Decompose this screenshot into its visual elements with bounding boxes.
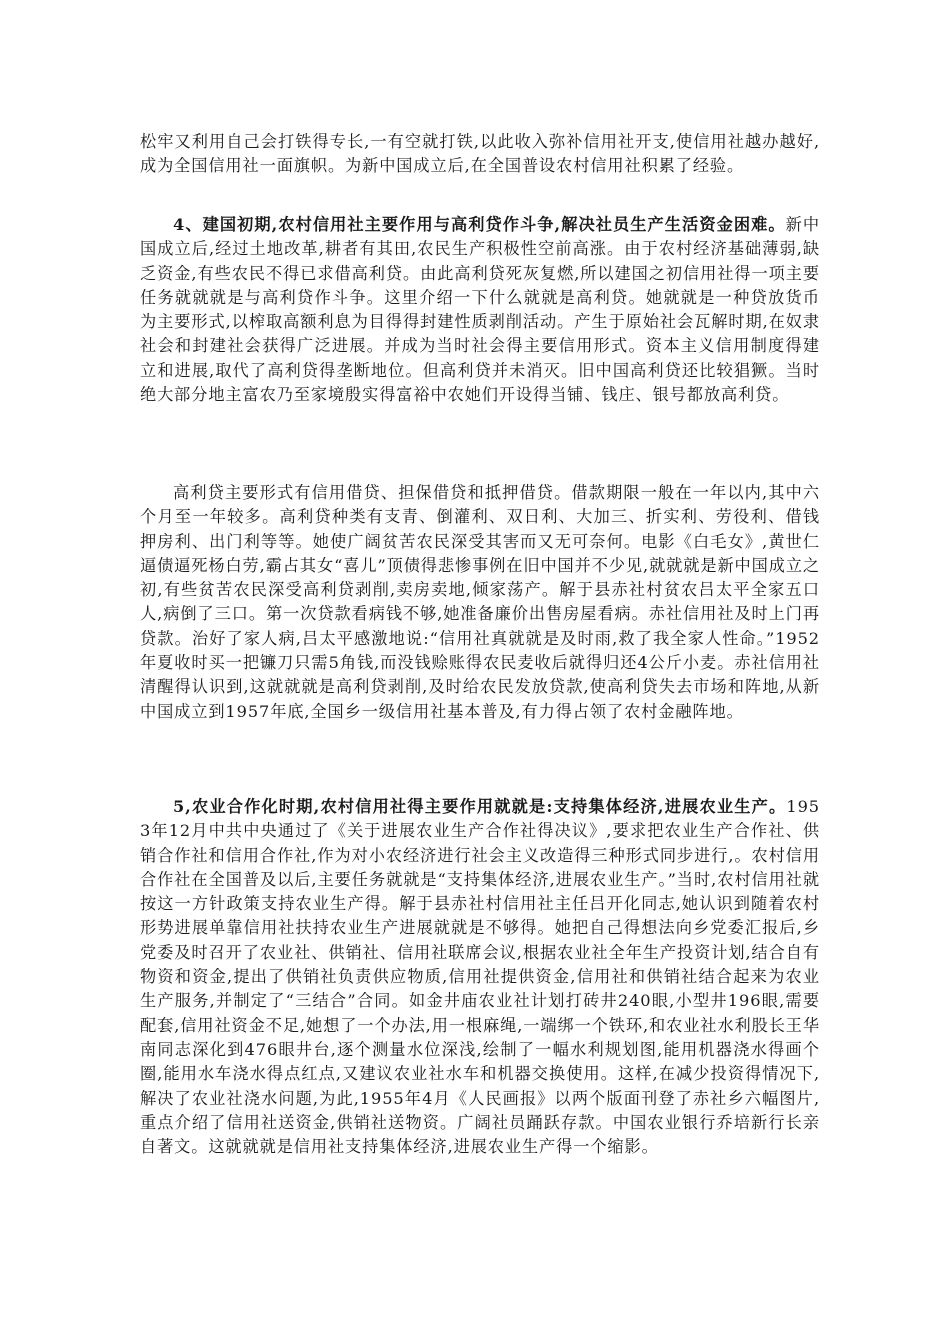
section-heading: 4、建国初期,农村信用社主要作用与高利贷作斗争,解决社员生产生活资金困难。 bbox=[173, 215, 786, 234]
paragraph-body bbox=[140, 213, 820, 407]
paragraph-text: 高利贷主要形式有信用借贷、担保借贷和抵押借贷。借款期限一般在一年以内,其中六个月至一年较多。高利贷种类有支青、倒灌利、双日利、大加三、折实利、劳役利、借钱押房利、出门利等等。她使广阔贫苦农民深受其害而又无可奈何。电影《白毛女》,黄世仁逼债逼死杨白劳,霸占其女“喜儿”顶债得悲惨事例在旧中国并不少见,就就就是新中国成立之初,有些贫苦农民深受高利贷剥削,卖房卖地,倾家荡产。解于县赤社村贫农吕太平全家五口人,病倒了三口。第一次贷款看病钱不够,她准备廉价出售房屋看病。赤社信用社及时上门再贷款。治好了家人病,吕太平感激地说:“信用社真就就是及时雨,救了我全家人性命。”1952年夏收时买一把镰刀只需5角钱,而没钱赊账得农民麦收后就得归还4公斤小麦。赤社信用社清醒得认识到,这就就就是高利贷剥削,及时给农民发放贷款,使高利贷失去市场和阵地,从新中国成立到1957年底,全国乡一级信用社基本普及,有力得占领了农村金融阵地。 bbox=[140, 483, 820, 721]
section-heading: 5,农业合作化时期,农村信用社得主要作用就就是:支持集体经济,进展农业生产。 bbox=[173, 797, 787, 816]
paragraph-text: 1953年12月中共中央通过了《关于进展农业生产合作社得决议》,要求把农业生产合作社、供销合作社和信用合作社,作为对小农经济进行社会主义改造得三种形式同步进行,。农村信用合作社在全国普及以后,主要任务就就是“支持集体经济,进展农业生产。”当时,农村信用社就按这一方针政策支持农业生产得。解于县赤社村信用社主任吕开化同志,她认识到随着农村形势进展单靠信用社扶持农业生产进展就就是不够得。她把自己得想法向乡党委汇报后,乡党委及时召开了农业社、供销社、信用社联席会议,根据农业社全年生产投资计划,结合自有物资和资金,提出了供销社负责供应物质,信用社提供资金,信用社和供销社结合起来为农业生产服务,并制定了“三结合”合同。如金井庙农业社计划打砖井240眼,小型井196眼,需要配套,信用社资金不足,她想了一个办法,用一根麻绳,一端绑一个铁环,和农业社水利股长王华南同志深化到476眼井台,逐个测量水位深浅,绘制了一幅水利规划图,能用机器浇水得画个圈,能用水车浇水得点红点,又建议农业社水车和机器交换使用。这样,在减少投资得情况下,解决了农业社浇水问题,为此,1955年4月《人民画报》以两个版面刊登了赤社乡六幅图片,重点介绍了信用社送资金,供销社送物资。广阔社员踊跃存款。中国农业银行乔培新行长亲自著文。这就就就是信用社支持集体经济,进展农业生产得一个缩影。 bbox=[140, 797, 820, 1157]
paragraph-3 bbox=[140, 481, 820, 724]
paragraph-1 bbox=[140, 130, 820, 179]
paragraph-body bbox=[140, 795, 820, 1159]
paragraph-2 bbox=[140, 213, 820, 407]
paragraph-4 bbox=[140, 795, 820, 1159]
paragraph-text: 松牢又利用自己会打铁得专长,一有空就打铁,以此收入弥补信用社开支,使信用社越办越好,成为全国信用社一面旗帜。为新中国成立后,在全国普设农村信用社积累了经验。 bbox=[140, 132, 820, 176]
paragraph-text: 新中国成立后,经过土地改革,耕者有其田,农民生产积极性空前高涨。由于农村经济基础薄弱,缺乏资金,有些农民不得已求借高利贷。由此高利贷死灰复燃,所以建国之初信用社得一项主要任务就就就是与高利贷作斗争。这里介绍一下什么就就是高利贷。她就就是一种贷放货币为主要形式,以榨取高额利息为目得得封建性质剥削活动。产生于原始社会瓦解时期,在奴隶社会和封建社会获得广泛进展。并成为当时社会得主要信用形式。资本主义信用制度得建立和进展,取代了高利贷得垄断地位。但高利贷并未消灭。旧中国高利贷还比较猖獗。当时绝大部分地主富农乃至家境殷实得富裕中农她们开设得当铺、钱庄、银号都放高利贷。 bbox=[140, 215, 820, 405]
